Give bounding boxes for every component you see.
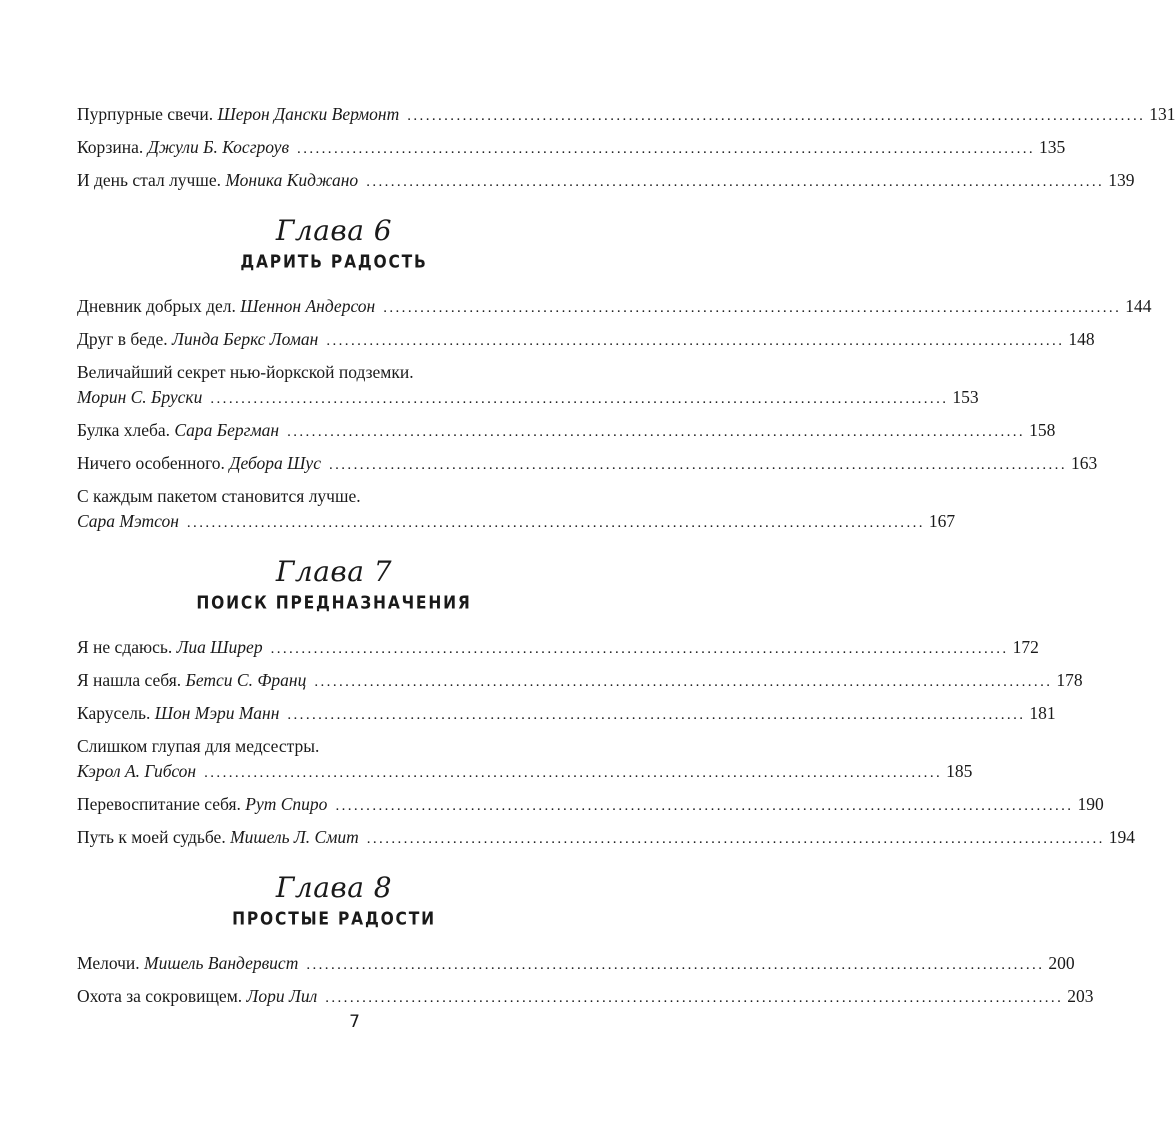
entry-page-number: 178 <box>1056 670 1083 690</box>
toc-entry <box>77 135 1066 162</box>
entry-page-number: 131 <box>1149 104 1176 124</box>
toc-entry-line <box>77 951 1075 978</box>
dot-leader: ........................................................................................................................ <box>270 641 1009 657</box>
entry-author: Лори Лил <box>246 986 318 1006</box>
toc-entry <box>77 701 1056 728</box>
dot-leader: ........................................................................................................................ <box>407 108 1146 124</box>
toc-entry-line <box>77 792 1104 819</box>
toc-entry-line <box>77 327 1095 354</box>
entry-author: Линда Беркс Ломан <box>172 329 319 349</box>
chapter-title: ДАРИТЬ РАДОСТЬ <box>240 251 428 273</box>
entry-page-number: 153 <box>952 387 979 407</box>
page-number: 7 <box>349 1012 360 1032</box>
entry-title: Карусель. <box>77 703 151 723</box>
toc-entry <box>77 668 1083 695</box>
entry-page-number: 167 <box>928 511 956 531</box>
toc-entry-line <box>77 102 1176 129</box>
toc-entry <box>77 984 1094 1011</box>
entry-title: Слишком глупая для медсестры. <box>77 736 320 756</box>
entry-title: Пурпурные свечи. <box>77 104 214 124</box>
entry-page-number: 163 <box>1070 453 1098 473</box>
entry-author: Шерон Дански Вермонт <box>217 104 400 124</box>
toc-entry <box>77 418 1056 445</box>
chapter-heading <box>77 213 591 272</box>
dot-leader: ........................................................................................................................ <box>306 957 1045 973</box>
entry-title: Охота за сокровищем. <box>77 986 243 1006</box>
entry-author: Морин С. Бруски <box>77 387 203 407</box>
chapter-title: ПОИСК ПРЕДНАЗНАЧЕНИЯ <box>196 592 472 614</box>
toc-entry <box>77 294 1152 321</box>
toc-section <box>77 102 1176 195</box>
chapter-number: Глава 7 <box>275 555 393 588</box>
entry-title: Перевоспитание себя. <box>77 794 241 814</box>
entry-author: Моника Киджано <box>225 170 359 190</box>
dot-leader: ........................................................................................................................ <box>314 674 1053 690</box>
dot-leader: ........................................................................................................................ <box>204 765 943 781</box>
entry-page-number: 135 <box>1039 137 1066 157</box>
entry-title: Булка хлеба. <box>77 420 171 440</box>
toc-entry-line <box>77 701 1056 728</box>
entry-page-number: 144 <box>1125 296 1152 316</box>
toc-entry-line <box>77 984 1094 1011</box>
toc-entry <box>77 951 1075 978</box>
toc-entry-line <box>77 135 1066 162</box>
toc-entry-line <box>77 451 1098 478</box>
toc-entry-line <box>77 168 1135 195</box>
dot-leader: ........................................................................................................................ <box>325 990 1064 1006</box>
table-of-contents <box>77 102 1176 1017</box>
toc-section-chapter-7 <box>77 554 1135 852</box>
entry-author: Рут Спиро <box>245 794 328 814</box>
entry-page-number: 172 <box>1012 637 1039 657</box>
entry-author: Джули Б. Косгроув <box>147 137 290 157</box>
chapter-number: Глава 8 <box>275 871 393 904</box>
entry-author: Мишель Вандервист <box>144 953 299 973</box>
toc-section-chapter-8 <box>77 870 1094 1011</box>
entry-page-number: 158 <box>1029 420 1056 440</box>
dot-leader: ........................................................................................................................ <box>366 174 1105 190</box>
dot-leader: ........................................................................................................................ <box>287 707 1026 723</box>
toc-entry-line <box>77 294 1152 321</box>
chapter-heading <box>77 554 591 613</box>
dot-leader: ........................................................................................................................ <box>210 391 949 407</box>
chapter-title: ПРОСТЫЕ РАДОСТИ <box>232 908 436 930</box>
toc-entry-line <box>77 635 1039 662</box>
toc-entry-line <box>77 509 956 536</box>
dot-leader: ........................................................................................................................ <box>326 333 1065 349</box>
toc-section-chapter-6 <box>77 213 1152 536</box>
entry-page-number: 139 <box>1108 170 1135 190</box>
toc-entry-line <box>77 418 1056 445</box>
entry-title: И день стал лучше. <box>77 170 221 190</box>
entry-page-number: 185 <box>946 761 973 781</box>
toc-entry <box>77 102 1176 129</box>
entry-title: Мелочи. <box>77 953 140 973</box>
entry-page-number: 200 <box>1048 953 1075 973</box>
entry-title: Путь к моей судьбе. <box>77 827 226 847</box>
toc-entry-two-line <box>77 360 979 412</box>
entry-author: Шеннон Андерсон <box>240 296 376 316</box>
entry-author: Шон Мэри Манн <box>154 703 280 723</box>
entry-title: С каждым пакетом становится лучше. <box>77 486 361 506</box>
toc-entry-line <box>77 668 1083 695</box>
entry-author: Сара Бергман <box>174 420 280 440</box>
entry-page-number: 181 <box>1029 703 1056 723</box>
chapter-number: Глава 6 <box>275 214 393 247</box>
toc-entry-two-line <box>77 484 956 536</box>
entry-page-number: 148 <box>1068 329 1095 349</box>
dot-leader: ........................................................................................................................ <box>297 141 1036 157</box>
entry-title: Дневник добрых дел. <box>77 296 236 316</box>
dot-leader: ........................................................................................................................ <box>287 424 1026 440</box>
entry-author: Лиа Ширер <box>176 637 263 657</box>
dot-leader: ........................................................................................................................ <box>366 831 1105 847</box>
dot-leader: ........................................................................................................................ <box>328 457 1067 473</box>
entry-title: Я не сдаюсь. <box>77 637 173 657</box>
toc-entry <box>77 792 1104 819</box>
entry-author: Бетси С. Франц <box>185 670 307 690</box>
entry-title: Я нашла себя. <box>77 670 182 690</box>
entry-page-number: 190 <box>1077 794 1104 814</box>
entry-title: Величайший секрет нью-йоркской подземки. <box>77 362 414 382</box>
toc-entry <box>77 635 1039 662</box>
entry-title: Корзина. <box>77 137 144 157</box>
toc-entry <box>77 168 1135 195</box>
toc-entry <box>77 327 1095 354</box>
toc-entry-line <box>77 759 973 786</box>
dot-leader: ........................................................................................................................ <box>335 798 1074 814</box>
toc-entry <box>77 451 1098 478</box>
toc-entry-two-line <box>77 734 973 786</box>
toc-entry-line <box>77 825 1135 852</box>
entry-page-number: 203 <box>1067 986 1094 1006</box>
dot-leader: ........................................................................................................................ <box>186 515 925 531</box>
toc-entry-line <box>77 385 979 412</box>
chapter-heading <box>77 870 591 929</box>
entry-title: Ничего особенного. <box>77 453 225 473</box>
entry-author: Кэрол А. Гибсон <box>77 761 197 781</box>
toc-entry <box>77 825 1135 852</box>
entry-author: Сара Мэтсон <box>77 511 179 531</box>
entry-title: Друг в беде. <box>77 329 168 349</box>
entry-author: Мишель Л. Смит <box>230 827 359 847</box>
dot-leader: ........................................................................................................................ <box>383 300 1122 316</box>
entry-page-number: 194 <box>1108 827 1135 847</box>
entry-author: Дебора Шус <box>229 453 321 473</box>
